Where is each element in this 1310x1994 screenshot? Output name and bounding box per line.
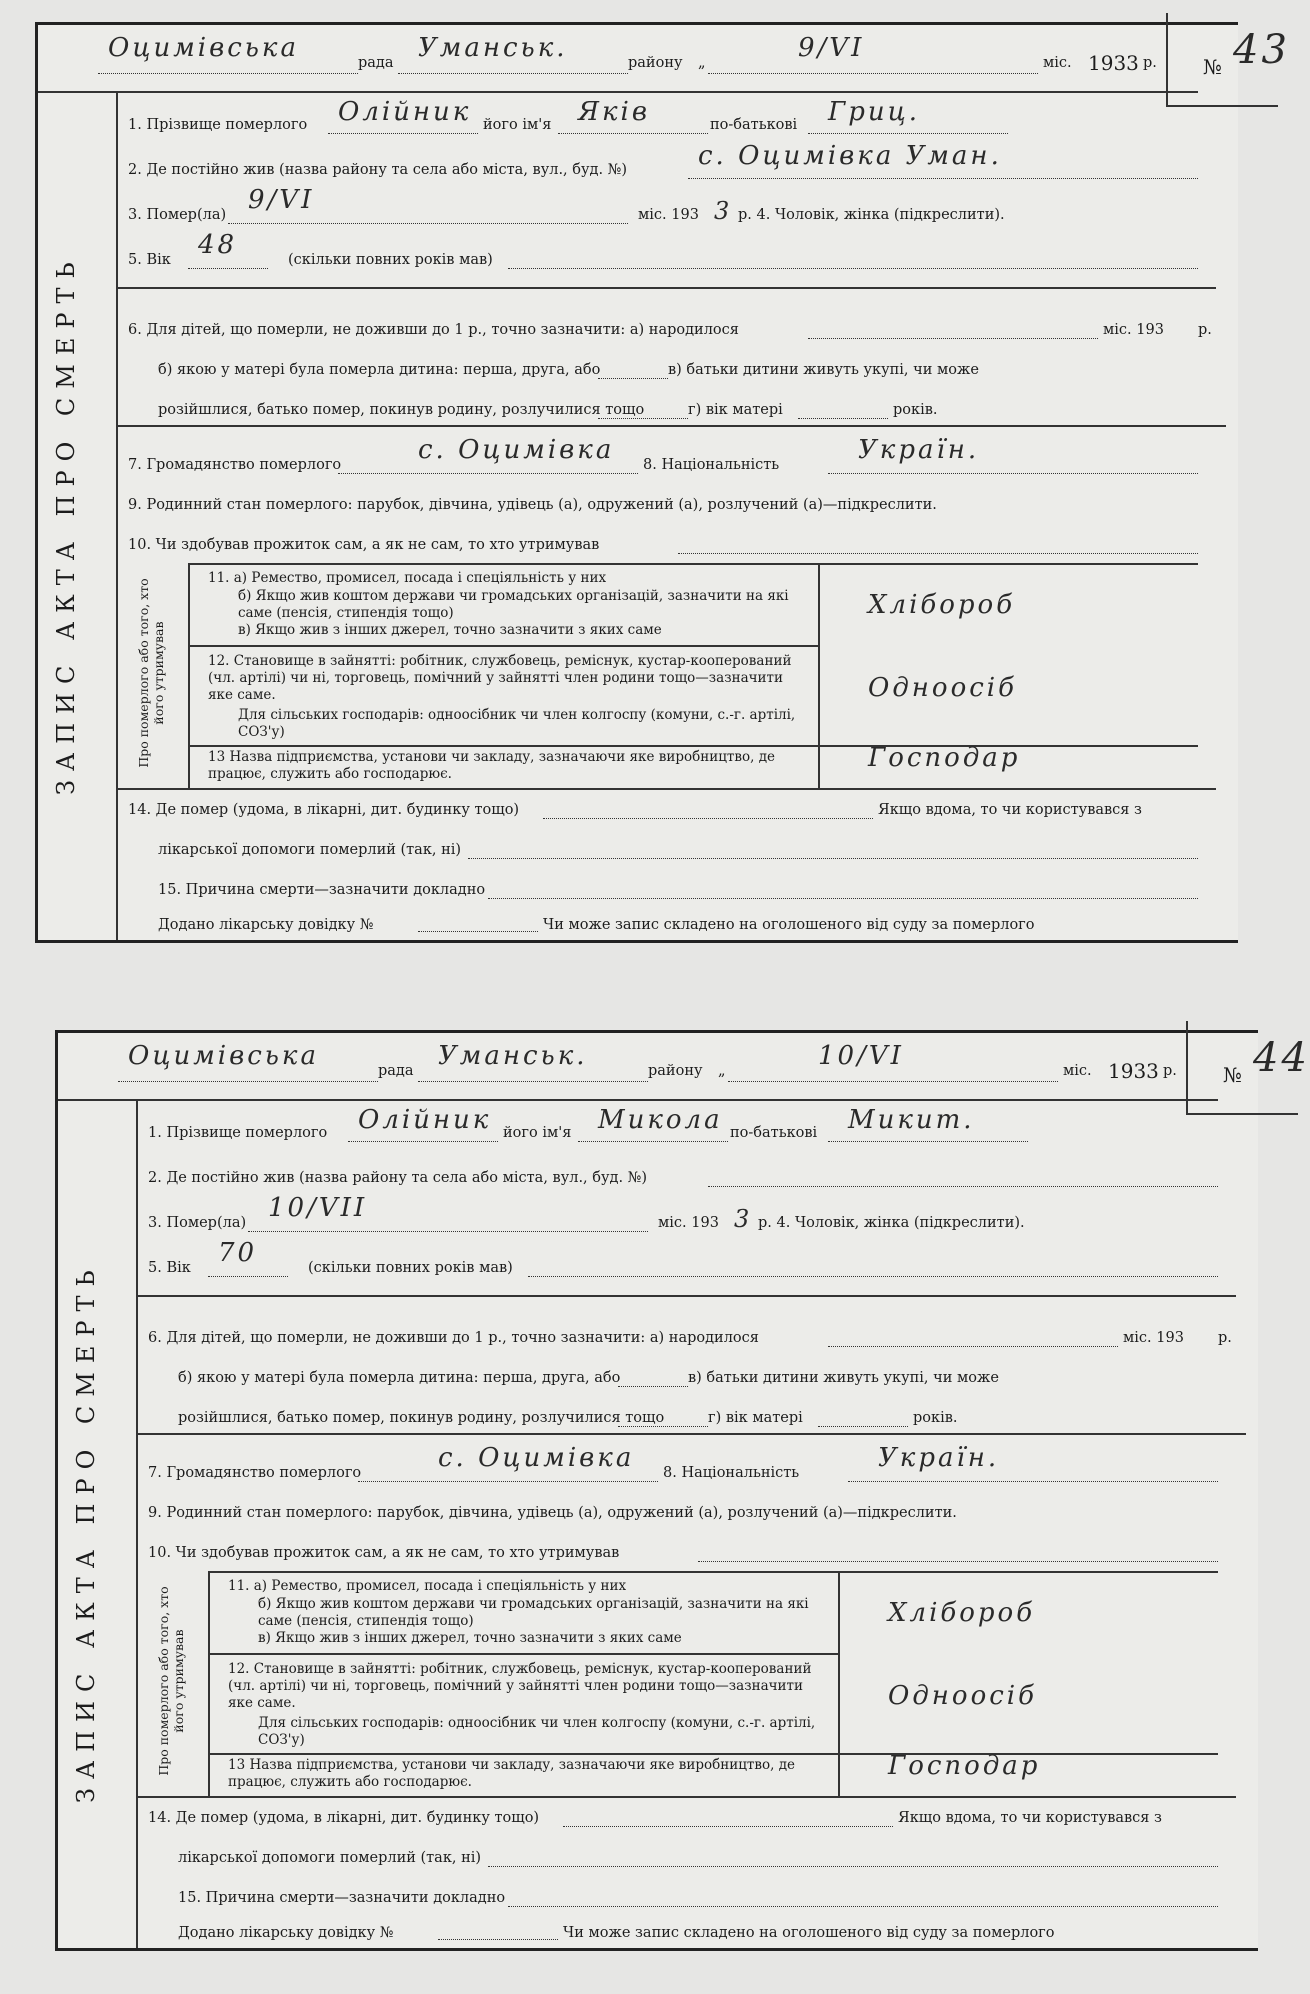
died-value: 10/VII: [268, 1193, 368, 1223]
infant-parents-label: в) батьки дитини живуть укупі, чи може: [668, 362, 979, 378]
occupation-sub-b: б) Якщо жив коштом держави чи громадських організацій, зазначити на які саме (пенсія, стипендія тощо): [258, 1596, 809, 1629]
vertical-title: ЗАПИС АКТА ПРО СМЕРТЬ: [52, 253, 80, 795]
fill-line: [508, 268, 1198, 269]
fill-line: [558, 133, 708, 134]
rule-line: [136, 1099, 138, 1948]
year-value: 1933: [1088, 51, 1139, 75]
occupation-value: Хлібороб: [868, 590, 1016, 620]
rule-line: [116, 91, 118, 940]
fill-line: [708, 1186, 1218, 1187]
fill-line: [338, 473, 638, 474]
nationality-label: 8. Національність: [643, 457, 780, 473]
year-suffix: р.: [1143, 55, 1157, 71]
rule-line: [188, 745, 1198, 747]
fill-line: [678, 553, 1198, 554]
rule-line: [116, 425, 1226, 427]
fill-line: [688, 178, 1198, 179]
fill-line: [848, 1481, 1218, 1482]
fill-line: [818, 1426, 908, 1427]
certificate-label: Додано лікарську довідку №: [158, 917, 374, 933]
district-value: Уманськ.: [418, 33, 568, 63]
village-council-value: Оцимівська: [108, 33, 299, 63]
rule-line: [116, 788, 1216, 790]
record-number-value: 43: [1233, 27, 1290, 73]
fill-line: [98, 73, 358, 74]
home-medical-label: Якщо вдома, то чи користувався з: [898, 1810, 1162, 1826]
employment-value: Одноосіб: [888, 1681, 1037, 1711]
fill-line: [828, 1346, 1118, 1347]
fill-line: [543, 818, 873, 819]
enterprise-value: Господар: [888, 1751, 1041, 1781]
name-value: Яків: [578, 97, 650, 127]
surname-value: Олійник: [338, 97, 472, 127]
fill-line: [328, 133, 478, 134]
infant-parents-cont: розійшлися, батько помер, покинув родину, розлучилися тощо: [158, 402, 645, 418]
rule-line: [188, 563, 1198, 565]
fill-line: [418, 931, 538, 932]
fill-line: [708, 73, 1038, 74]
fill-line: [488, 1866, 1218, 1867]
support-label: 10. Чи здобував прожиток сам, а як не сам, то хто утримував: [148, 1545, 620, 1561]
residence-label: 2. Де постійно жив (назва району та села або міста, вул., буд. №): [148, 1170, 648, 1186]
fill-line: [798, 418, 888, 419]
fill-line: [398, 73, 628, 74]
nationality-value: Україн.: [878, 1443, 1000, 1473]
place-of-death-label: 14. Де помер (удома, в лікарні, дит. будинку тощо): [128, 802, 520, 818]
infant-year-suffix: р.: [1198, 322, 1212, 338]
fill-line: [618, 1426, 708, 1427]
infant-parents-label: в) батьки дитини живуть укупі, чи може: [688, 1370, 999, 1386]
district-value: Уманськ.: [438, 1041, 588, 1071]
rule-line: [208, 1653, 838, 1655]
rule-line: [136, 1295, 1236, 1297]
rule-line: [208, 1571, 1218, 1573]
fill-line: [578, 1141, 728, 1142]
nationality-value: Україн.: [858, 435, 980, 465]
court-label: Чи може запис складено на оголошеного від суду за померлого: [563, 1925, 1055, 1941]
name-value: Микола: [598, 1105, 723, 1135]
age-hint: (скільки повних років мав): [308, 1260, 513, 1276]
mother-age-label: г) вік матері: [708, 1410, 803, 1426]
fill-line: [808, 338, 1098, 339]
cause-of-death-label: 15. Причина смерти—зазначити докладно: [158, 882, 486, 898]
rule-line: [188, 645, 818, 647]
surname-label: 1. Прізвище померлого: [128, 117, 308, 133]
death-record-form-1: [35, 22, 1290, 943]
infant-born-label: 6. Для дітей, що померли, не доживши до 1 р., точно зазначити: а) народилося: [128, 322, 739, 338]
infant-parents-cont: розійшлися, батько помер, покинув родину, розлучилися тощо: [178, 1410, 665, 1426]
fill-line: [508, 1906, 1218, 1907]
fill-line: [598, 378, 668, 379]
employment-label: 12. Становище в зайнятті: робітник, службовець, реміснук, кустар-кооперований (чл. артілі) чи ні, торговець, помічний у зайнятті член родини тощо—зазначити яке саме.: [208, 653, 792, 703]
medical-help-label: лікарської допомоги померлий (так, ні): [178, 1850, 482, 1866]
patronymic-label: по-батькові: [710, 117, 798, 133]
vertical-title: ЗАПИС АКТА ПРО СМЕРТЬ: [72, 1261, 100, 1803]
medical-help-label: лікарської допомоги померлий (так, ні): [158, 842, 462, 858]
employment-label: 12. Становище в зайнятті: робітник, службовець, реміснук, кустар-кооперований (чл. артілі) чи ні, торговець, помічний у зайнятті член родини тощо—зазначити яке саме.: [228, 1661, 812, 1711]
date-value: 10/VI: [818, 1041, 904, 1071]
citizenship-value: с. Оцимівка: [418, 435, 615, 465]
district-label: району: [628, 55, 683, 71]
place-of-death-label: 14. Де помер (удома, в лікарні, дит. будинку тощо): [148, 1810, 540, 1826]
citizenship-label: 7. Громадянство померлого: [128, 457, 342, 473]
age-value: 70: [218, 1238, 258, 1268]
fill-line: [418, 1081, 648, 1082]
fill-line: [118, 1081, 378, 1082]
rule-line: [208, 1571, 210, 1796]
fill-line: [828, 1141, 1028, 1142]
surname-value: Олійник: [358, 1105, 492, 1135]
died-label: 3. Помер(ла): [148, 1215, 247, 1231]
rule-line: [136, 1796, 1236, 1798]
table-side-label: Про померлого або того, хто його утримував: [156, 1586, 186, 1776]
number-label: №: [1223, 1063, 1242, 1087]
date-open-quote: „: [698, 55, 706, 71]
fill-line: [468, 858, 1198, 859]
rule-line: [818, 563, 820, 788]
fill-line: [828, 473, 1198, 474]
marital-status-label: 9. Родинний стан померлого: парубок, дівчина, удівець (а), одружений (а), розлучений (а)—підкреслити.: [128, 497, 937, 513]
rule-line: [38, 91, 1198, 93]
farmer-label: Для сільських господарів: одноосібник чи член колгоспу (комуни, с.-г. артілі, СОЗ'у): [238, 707, 796, 740]
rule-line: [136, 1433, 1246, 1435]
court-label: Чи може запис складено на оголошеного від суду за померлого: [543, 917, 1035, 933]
fill-line: [808, 133, 1008, 134]
death-record-form-2: [55, 1030, 1310, 1951]
fill-line: [438, 1939, 558, 1940]
date-value: 9/VI: [798, 33, 865, 63]
record-number-value: 44: [1253, 1035, 1310, 1081]
residence-value: с. Оцимівка Уман.: [698, 141, 1002, 171]
fill-line: [618, 1386, 688, 1387]
infant-born-label: 6. Для дітей, що померли, не доживши до 1 р., точно зазначити: а) народилося: [148, 1330, 759, 1346]
occupation-sub-c: в) Якщо жив з інших джерел, точно зазначити з яких саме: [238, 622, 662, 638]
age-value: 48: [198, 230, 238, 260]
enterprise-label: 13 Назва підприємства, установи чи закладу, зазначаючи яке виробництво, де працює, служить або господарює.: [228, 1757, 795, 1790]
residence-label: 2. Де постійно жив (назва району та села або міста, вул., буд. №): [128, 162, 628, 178]
fill-line: [563, 1826, 893, 1827]
rule-line: [58, 1099, 1218, 1101]
cause-of-death-label: 15. Причина смерти—зазначити докладно: [178, 1890, 506, 1906]
sex-label: р. 4. Чоловік, жінка (підкреслити).: [758, 1215, 1025, 1231]
infant-order-label: б) якою у матері була померла дитина: перша, друга, або: [158, 362, 601, 378]
age-label: 5. Вік: [128, 252, 171, 268]
died-year-value: 3: [714, 197, 733, 225]
employment-value: Одноосіб: [868, 673, 1017, 703]
citizenship-label: 7. Громадянство померлого: [148, 1465, 362, 1481]
mother-age-years: років.: [913, 1410, 958, 1426]
died-month-label: міс. 193: [638, 207, 699, 223]
mother-age-label: г) вік матері: [688, 402, 783, 418]
patronymic-value: Микит.: [848, 1105, 975, 1135]
occupation-sub-c: в) Якщо жив з інших джерел, точно зазначити з яких саме: [258, 1630, 682, 1646]
rada-label: рада: [358, 55, 394, 71]
date-open-quote: „: [718, 1063, 726, 1079]
year-value: 1933: [1108, 1059, 1159, 1083]
occupation-label: 11. а) Ремество, промисел, посада і спеціяльність у них: [208, 570, 607, 586]
year-suffix: р.: [1163, 1063, 1177, 1079]
fill-line: [488, 898, 1198, 899]
month-label: міс.: [1063, 1063, 1092, 1079]
died-month-label: міс. 193: [658, 1215, 719, 1231]
died-year-value: 3: [734, 1205, 753, 1233]
infant-year-suffix: р.: [1218, 1330, 1232, 1346]
nationality-label: 8. Національність: [663, 1465, 800, 1481]
age-hint: (скільки повних років мав): [288, 252, 493, 268]
surname-label: 1. Прізвище померлого: [148, 1125, 328, 1141]
age-label: 5. Вік: [148, 1260, 191, 1276]
village-council-value: Оцимівська: [128, 1041, 319, 1071]
fill-line: [598, 418, 688, 419]
home-medical-label: Якщо вдома, то чи користувався з: [878, 802, 1142, 818]
occupation-value: Хлібороб: [888, 1598, 1036, 1628]
rule-line: [208, 1753, 1218, 1755]
fill-line: [358, 1481, 658, 1482]
fill-line: [188, 268, 268, 269]
fill-line: [208, 1276, 288, 1277]
patronymic-value: Гриц.: [828, 97, 921, 127]
patronymic-label: по-батькові: [730, 1125, 818, 1141]
rada-label: рада: [378, 1063, 414, 1079]
table-side-label: Про померлого або того, хто його утримував: [136, 578, 166, 768]
occupation-sub-b: б) Якщо жив коштом держави чи громадських організацій, зазначити на які саме (пенсія, стипендія тощо): [238, 588, 789, 621]
rule-line: [116, 287, 1216, 289]
occupation-label: 11. а) Ремество, промисел, посада і спеціяльність у них: [228, 1578, 627, 1594]
rule-line: [838, 1571, 840, 1796]
certificate-label: Додано лікарську довідку №: [178, 1925, 394, 1941]
died-label: 3. Помер(ла): [128, 207, 227, 223]
district-label: району: [648, 1063, 703, 1079]
sex-label: р. 4. Чоловік, жінка (підкреслити).: [738, 207, 1005, 223]
month-label: міс.: [1043, 55, 1072, 71]
farmer-label: Для сільських господарів: одноосібник чи член колгоспу (комуни, с.-г. артілі, СОЗ'у): [258, 1715, 816, 1748]
infant-month-label: міс. 193: [1123, 1330, 1184, 1346]
infant-month-label: міс. 193: [1103, 322, 1164, 338]
number-label: №: [1203, 55, 1222, 79]
name-label: його ім'я: [483, 117, 552, 133]
fill-line: [248, 1231, 648, 1232]
rule-line: [188, 563, 190, 788]
support-label: 10. Чи здобував прожиток сам, а як не сам, то хто утримував: [128, 537, 600, 553]
fill-line: [228, 223, 628, 224]
infant-order-label: б) якою у матері була померла дитина: перша, друга, або: [178, 1370, 621, 1386]
marital-status-label: 9. Родинний стан померлого: парубок, дівчина, удівець (а), одружений (а), розлучений (а)—підкреслити.: [148, 1505, 957, 1521]
fill-line: [698, 1561, 1218, 1562]
enterprise-value: Господар: [868, 743, 1021, 773]
fill-line: [528, 1276, 1218, 1277]
name-label: його ім'я: [503, 1125, 572, 1141]
citizenship-value: с. Оцимівка: [438, 1443, 635, 1473]
died-value: 9/VI: [248, 185, 315, 215]
enterprise-label: 13 Назва підприємства, установи чи закладу, зазначаючи яке виробництво, де працює, служить або господарює.: [208, 749, 775, 782]
fill-line: [728, 1081, 1058, 1082]
fill-line: [348, 1141, 498, 1142]
mother-age-years: років.: [893, 402, 938, 418]
